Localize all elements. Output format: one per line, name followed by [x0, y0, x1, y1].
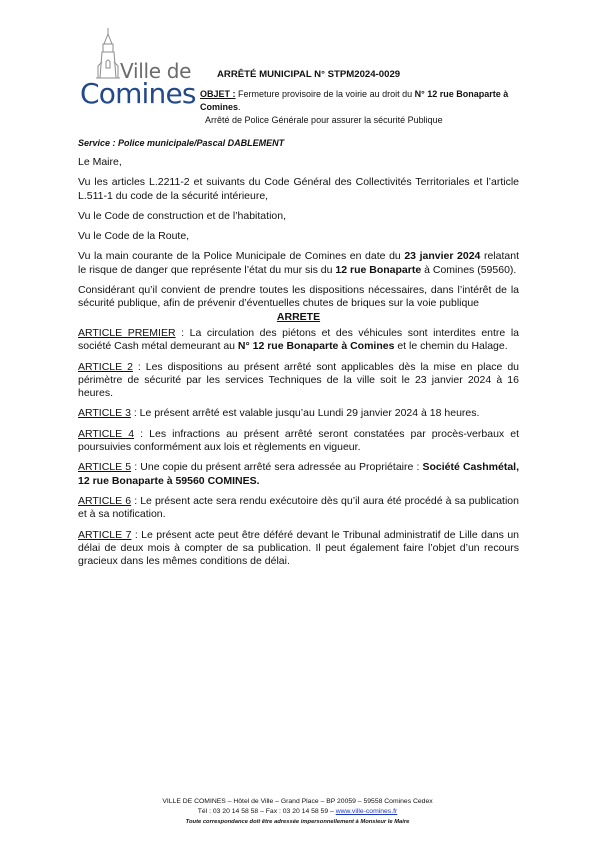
article-6-label: ARTICLE 6 — [78, 494, 132, 507]
article-2-label: ARTICLE 2 — [78, 360, 133, 373]
article-5-recipient: Société Cashmétal, 12 rue Bonaparte à 59560 COMINES. — [78, 461, 519, 487]
document-body — [78, 156, 519, 575]
footer-phone-fax: Tél : 03 20 14 58 58 – Fax : 03 20 14 58 59 – — [197, 808, 336, 815]
considerant: Considérant qu’il convient de prendre toutes les dispositions nécessaires, dans l’intérêt de la sécurité publique, afin de prévenir d’éventuelles chutes de briques sur la voie publique — [78, 284, 519, 310]
article-5-label: ARTICLE 5 — [78, 461, 132, 474]
article-1-text-c: et le chemin du Halage. — [394, 340, 508, 353]
church-tower-icon — [94, 28, 122, 80]
vu4-text-a: Vu la main courante de la Police Municipale de Comines en date du — [78, 250, 405, 263]
article-5 — [78, 461, 519, 488]
article-3-label: ARTICLE 3 — [78, 407, 131, 420]
article-2-text: : Les dispositions au présent arrêté sont applicables dès la mise en place du périmètre de sécurité par les services Techniques de la ville soit le 23 janvier 2024 à 16 heures. — [78, 360, 519, 400]
article-7-text: : Le présent acte peut être déféré devant le Tribunal administratif de Lille dans un délai de deux mois à compter de sa publication. Il peut également faire l’objet d’un recours gracieux dans les mêmes conditions de délai. — [78, 528, 519, 568]
article-4 — [78, 428, 519, 455]
document-title: ARRÊTÉ MUNICIPAL N° STPM2024-0029 — [217, 69, 401, 80]
article-3-text: : Le présent arrêté est valable jusqu’au Lundi 29 janvier 2024 à 18 heures. — [130, 407, 480, 420]
article-3 — [78, 407, 519, 420]
service-line: Service : Police municipale/Pascal DABLEMENT — [78, 138, 285, 148]
vu-code-route: Vu le Code de la Route, — [78, 230, 190, 243]
footer-address: VILLE DE COMINES – Hôtel de Ville – Grand Place – BP 20059 – 59558 Comines Cedex — [162, 798, 433, 805]
vu-main-courante — [78, 250, 519, 277]
article-4-text: : Les infractions au présent arrêté seront constatées par procès-verbaux et poursuivies conformément aux lois et règlements en vigueur. — [78, 427, 519, 454]
article-6-text: : Le présent acte sera rendu exécutoire dès qu’il aura été procédé à sa publication et à sa notification. — [78, 494, 519, 521]
objet-address: N° 12 rue Bonaparte à Comines — [200, 89, 509, 112]
article-7 — [78, 529, 519, 569]
article-6 — [78, 495, 519, 522]
footer-contact — [0, 807, 595, 817]
vu4-text-c: relatant le risque de danger que représente l’état du mur sis du — [78, 250, 519, 276]
article-premier — [78, 327, 519, 354]
vu4-date: 23 janvier 2024 — [404, 250, 481, 263]
footer — [0, 797, 595, 827]
vu4-address: 12 rue Bonaparte — [335, 263, 422, 276]
objet-period: . — [238, 102, 241, 112]
objet-block — [200, 88, 530, 127]
footer-website-link[interactable]: www.ville-comines.fr — [335, 808, 398, 815]
objet-text: Fermeture provisoire de la voirie au droit du — [235, 89, 415, 99]
logo-ville-text: Ville de — [120, 59, 192, 83]
article-4-label: ARTICLE 4 — [78, 427, 135, 440]
vu-articles: Vu les articles L.2211-2 et suivants du Code Général des Collectivités Territoriales et l’article L.511-1 du code de la sécurité intérieure, — [78, 176, 519, 202]
article-7-label: ARTICLE 7 — [78, 528, 132, 541]
objet-line2: Arrêté de Police Générale pour assurer la sécurité Publique — [205, 115, 443, 125]
article-2 — [78, 361, 519, 401]
article-5-text-a: : Une copie du présent arrêté sera adressée au Propriétaire : — [131, 461, 423, 474]
article-1-text-a: : La circulation des piétons et des véhicules sont interdites entre la société Cash métal demeurant au — [78, 326, 519, 353]
ville-de-comines-logo — [80, 28, 196, 110]
objet-label: OBJET : — [200, 89, 236, 99]
arrete-heading: ARRETE — [276, 310, 321, 323]
article-1-label: ARTICLE PREMIER — [78, 326, 176, 339]
logo-comines-text: Comines — [80, 77, 196, 110]
le-maire: Le Maire, — [78, 156, 122, 168]
article-1-address: N° 12 rue Bonaparte à Comines — [237, 340, 395, 353]
vu4-text-e: à Comines (59560). — [421, 263, 517, 276]
footer-notice: Toute correspondance doit être adressée impersonnellement à Monsieur le Maire — [185, 819, 410, 825]
vu-code-construction: Vu le Code de construction et de l’habitation, — [78, 209, 286, 222]
